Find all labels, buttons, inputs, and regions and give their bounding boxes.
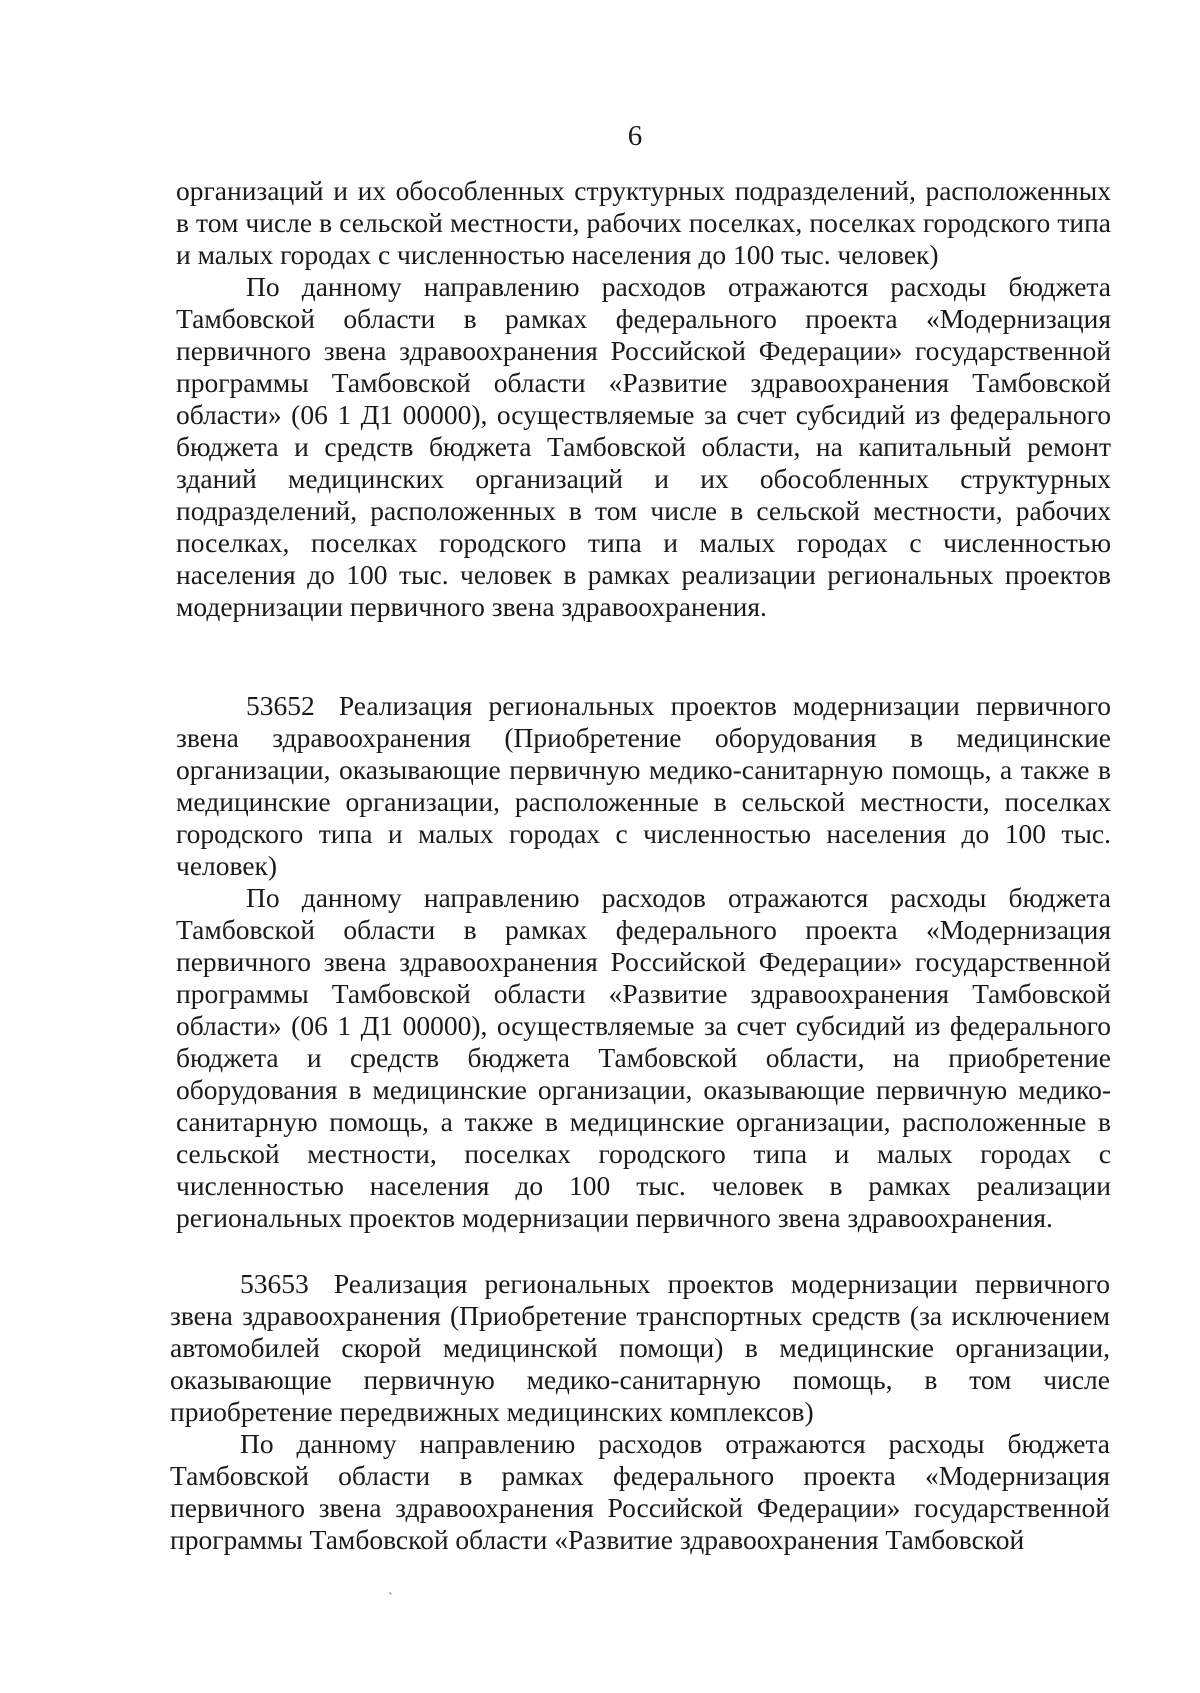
section-53653 [170, 1268, 1110, 1556]
section-53652 [176, 690, 1111, 1234]
intro-block [176, 175, 1111, 623]
scan-speck: ˋ [388, 1591, 393, 1606]
page-number: 6 [627, 120, 643, 152]
section-heading [170, 1268, 1110, 1428]
section-description: По данному направлению расходов отражаются расходы бюджета Тамбовской области в рамках федерального проекта «Модернизация первичного звена здравоохранения Российской Федерации» государственной программы Тамбовской области «Развитие здравоохранения Тамбовской [170, 1428, 1110, 1555]
intro-continuation: организаций и их обособленных структурных подразделений, расположенных в том числе в сельской местности, рабочих поселках, поселках городского типа и малых городах с численностью населения до 100 тыс. человек) [176, 175, 1111, 270]
section-title: Реализация региональных проектов модернизации первичного звена здравоохранения (Приобретение транспортных средств (за исключением автомобилей скорой медицинской помощи) в медицинские организации, оказывающие первичную медико-санитарную помощь, в том числе приобретение передвижных медицинских комплексов) [170, 1268, 1110, 1427]
section-code: 53652 [246, 690, 315, 721]
section-code: 53653 [240, 1268, 309, 1299]
section-description: По данному направлению расходов отражаются расходы бюджета Тамбовской области в рамках федерального проекта «Модернизация первичного звена здравоохранения Российской Федерации» государственной программы Тамбовской области «Развитие здравоохранения Тамбовской области» (06 1 Д1 00000), осуществляемые за счет субсидий из федерального бюджета и средств бюджета Тамбовской области, на приобретение оборудования в медицинские организации, оказывающие первичную медико-санитарную помощь, а также в медицинские организации, расположенные в сельской местности, поселках городского типа и малых городах с численностью населения до 100 тыс. человек в рамках реализации региональных проектов модернизации первичного звена здравоохранения. [176, 882, 1111, 1233]
section-heading [176, 690, 1111, 882]
section-title: Реализация региональных проектов модернизации первичного звена здравоохранения (Приобретение оборудования в медицинские организации, оказывающие первичную медико-санитарную помощь, а также в медицинские организации, расположенные в сельской местности, поселках городского типа и малых городах с численностью населения до 100 тыс. человек) [176, 690, 1111, 881]
intro-description: По данному направлению расходов отражаются расходы бюджета Тамбовской области в рамках федерального проекта «Модернизация первичного звена здравоохранения Российской Федерации» государственной программы Тамбовской области «Развитие здравоохранения Тамбовской области» (06 1 Д1 00000), осуществляемые за счет субсидий из федерального бюджета и средств бюджета Тамбовской области, на капитальный ремонт зданий медицинских организаций и их обособленных структурных подразделений, расположенных в том числе в сельской местности, рабочих поселках, поселках городского типа и малых городах с численностью населения до 100 тыс. человек в рамках реализации региональных проектов модернизации первичного звена здравоохранения. [176, 271, 1111, 622]
